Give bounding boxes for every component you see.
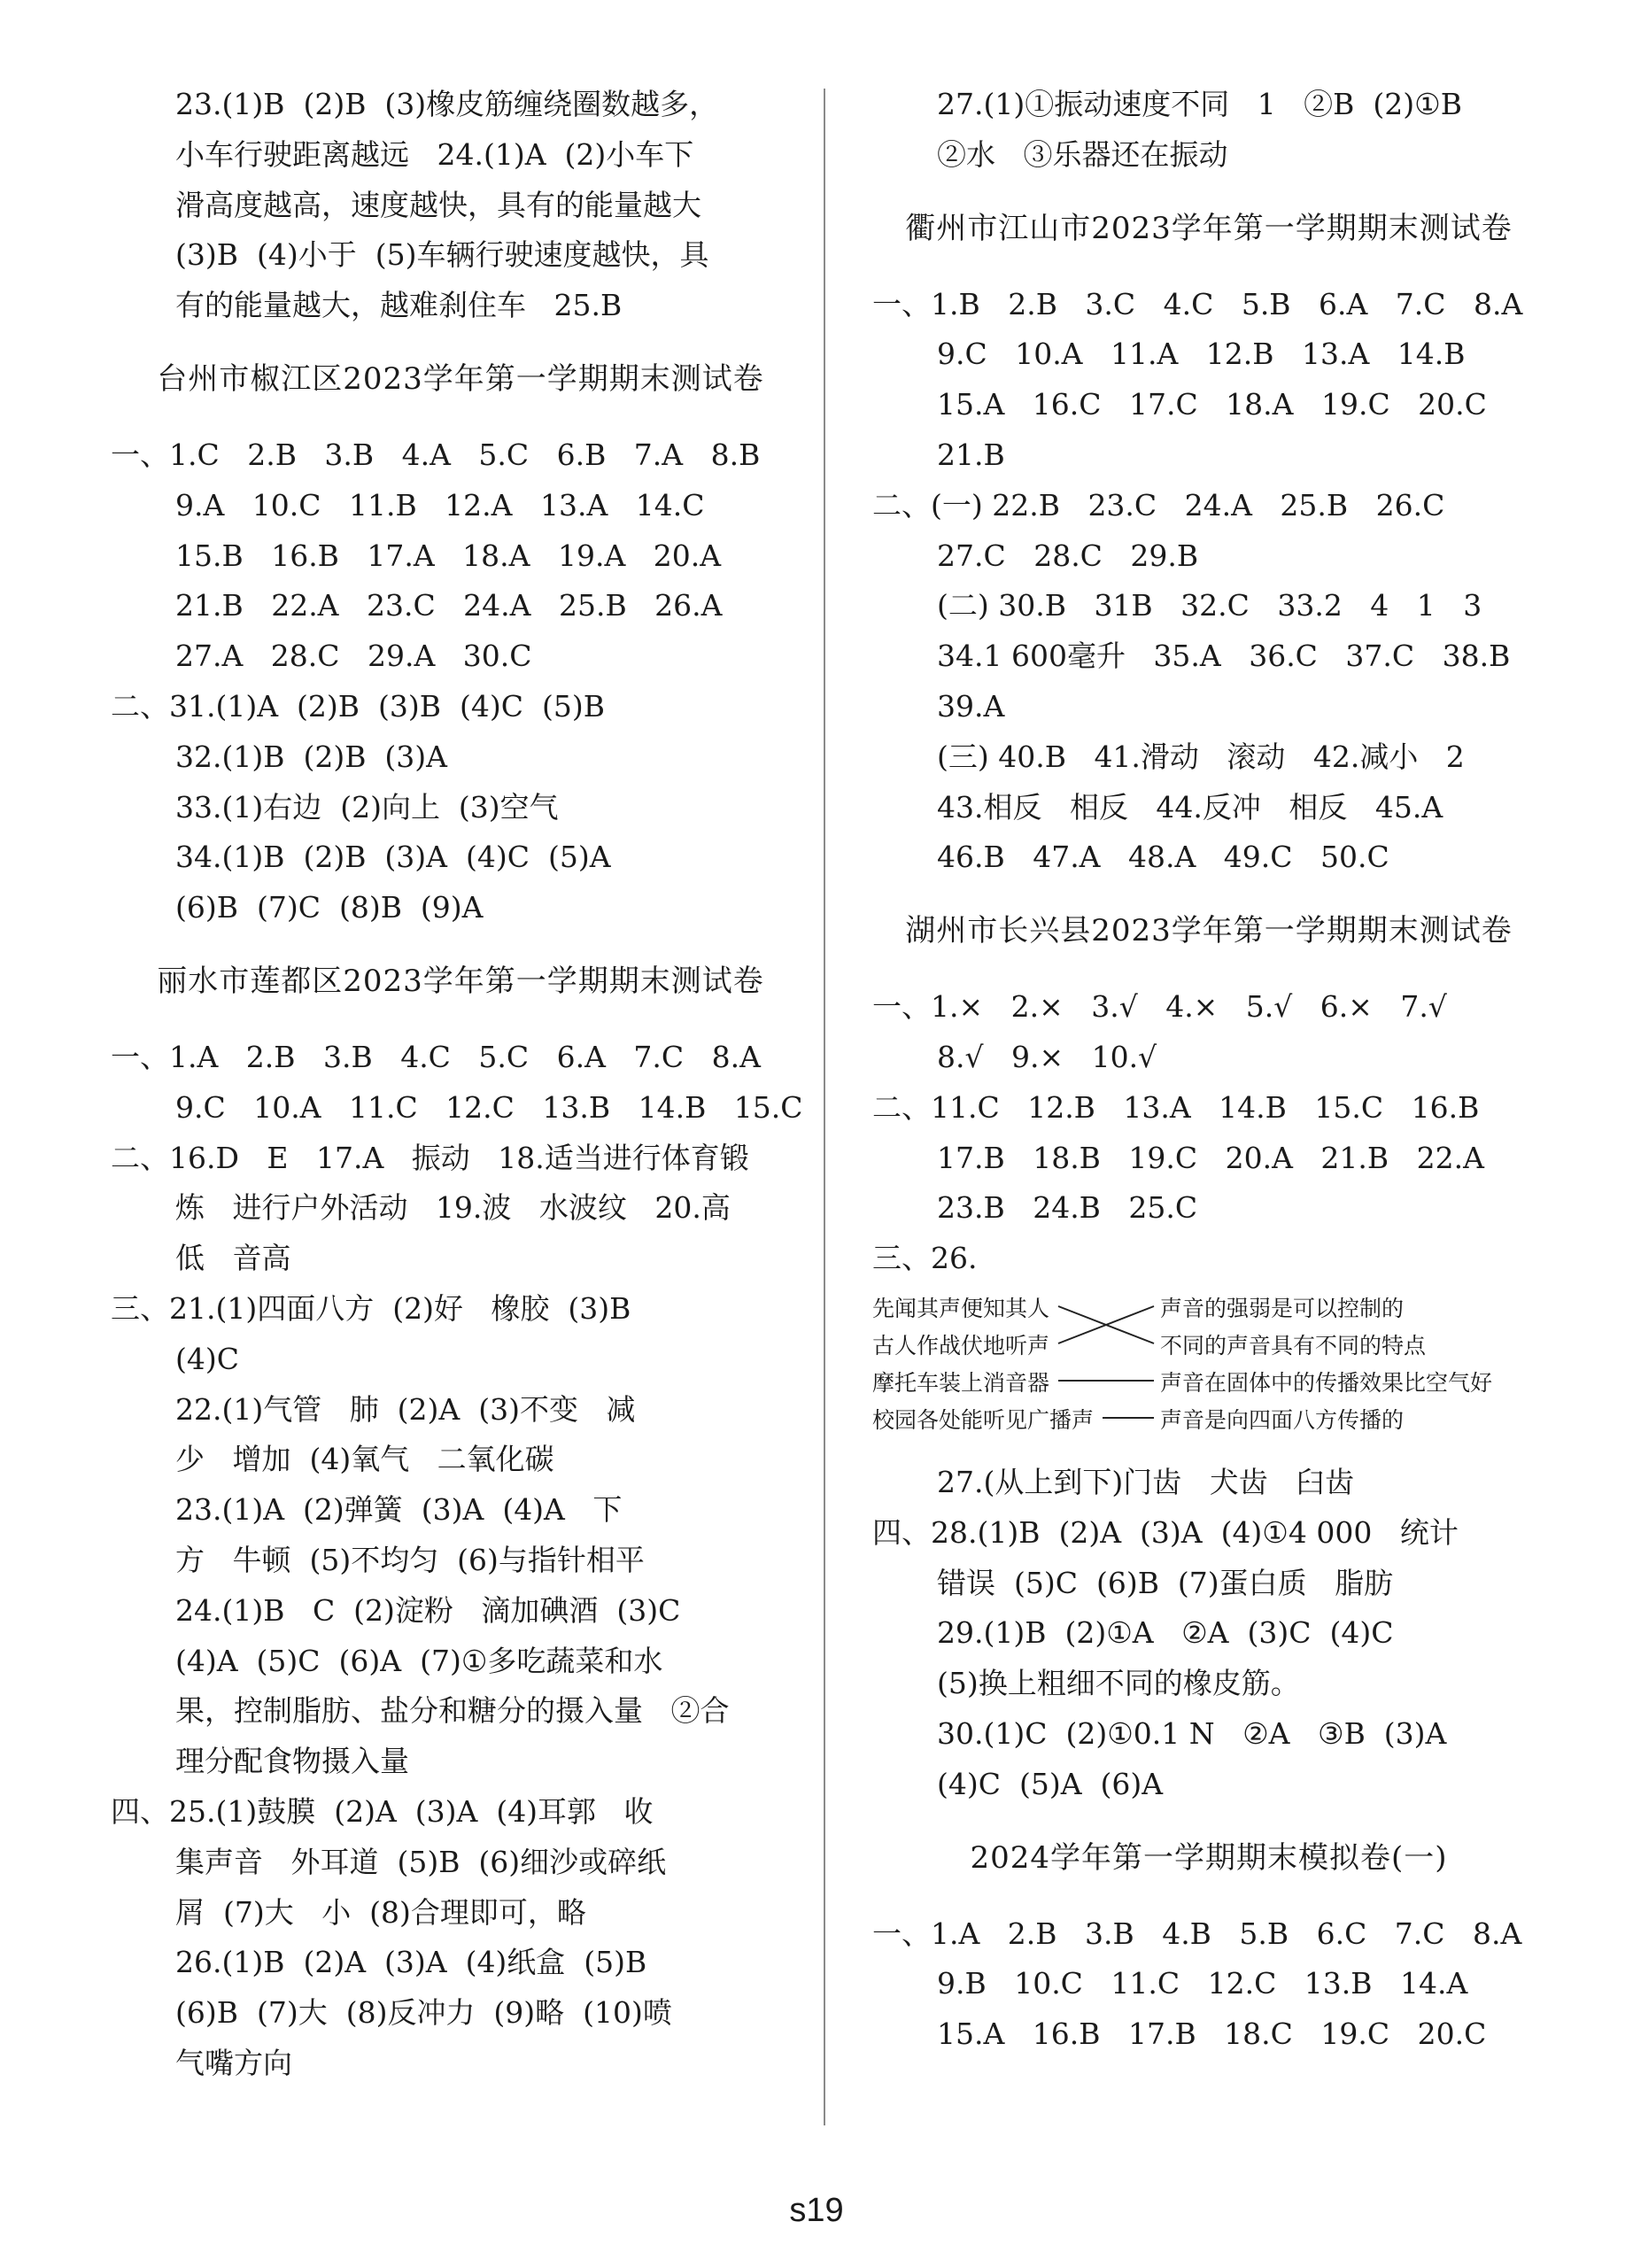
answer-line: 24.(1)B C (2)淀粉 滴加碘酒 (3)C <box>175 1592 681 1628</box>
answer-line: 滑高度越高，速度越快，具有的能量越大 <box>175 187 701 222</box>
section-heading: 衢州市江山市2023学年第一学期期末测试卷 <box>905 210 1513 246</box>
answer-line: 21.B <box>937 437 1005 472</box>
answer-line: 23.(1)A (2)弹簧 (3)A (4)A 下 <box>175 1492 623 1528</box>
answer-line: 二、16.D E 17.A 振动 18.适当进行体育锻 <box>111 1140 749 1175</box>
answer-line: 27.(从上到下)门齿 犬齿 臼齿 <box>937 1464 1355 1499</box>
answer-line: 三、26. <box>872 1241 978 1276</box>
answer-line: 二、31.(1)A (2)B (3)B (4)C (5)B <box>111 688 605 724</box>
match-left-item: 先闻其声便知其人 <box>872 1295 1050 1321</box>
match-right-item: 声音的强弱是可以控制的 <box>1160 1295 1405 1321</box>
answer-line: 方 牛顿 (5)不均匀 (6)与指针相平 <box>175 1542 645 1577</box>
answer-line: 15.B 16.B 17.A 18.A 19.A 20.A <box>175 538 722 573</box>
answer-line: 43.相反 相反 44.反冲 相反 45.A <box>937 789 1443 824</box>
answer-line: 气嘴方向 <box>175 2045 292 2080</box>
answer-line: 27.C 28.C 29.B <box>937 538 1199 573</box>
answer-line: 二、(一) 22.B 23.C 24.A 25.B 26.C <box>872 487 1445 522</box>
answer-line: 理分配食物摄入量 <box>175 1744 409 1779</box>
answer-line: 四、25.(1)鼓膜 (2)A (3)A (4)耳郭 收 <box>111 1793 654 1829</box>
answer-line: 屑 (7)大 小 (8)合理即可，略 <box>175 1894 586 1930</box>
answer-line: 一、1.× 2.× 3.√ 4.× 5.√ 6.× 7.√ <box>872 989 1447 1025</box>
answer-line: 23.(1)B (2)B (3)橡皮筋缠绕圈数越多， <box>175 87 719 121</box>
answer-line: (4)A (5)C (6)A (7)①多吃蔬菜和水 <box>175 1643 663 1678</box>
answer-line: 26.(1)B (2)A (3)A (4)纸盒 (5)B <box>175 1945 647 1980</box>
answer-line: (三) 40.B 41.滑动 滚动 42.减小 2 <box>937 739 1465 774</box>
answer-line: 少 增加 (4)氧气 二氧化碳 <box>175 1442 554 1477</box>
answer-line: 9.C 10.A 11.A 12.B 13.A 14.B <box>937 337 1466 372</box>
section-heading: 2024学年第一学期期末模拟卷(一) <box>970 1839 1448 1876</box>
answer-line: 46.B 47.A 48.A 49.C 50.C <box>937 840 1389 875</box>
answer-line: 22.(1)气管 肺 (2)A (3)不变 减 <box>175 1391 636 1427</box>
answer-line: 一、1.A 2.B 3.B 4.C 5.C 6.A 7.C 8.A <box>111 1039 761 1074</box>
answer-line: 一、1.B 2.B 3.C 4.C 5.B 6.A 7.C 8.A <box>872 286 1523 321</box>
matching-diagram <box>872 1289 1545 1449</box>
answer-line: 错误 (5)C (6)B (7)蛋白质 脂肪 <box>937 1565 1394 1600</box>
answer-line: 一、1.C 2.B 3.B 4.A 5.C 6.B 7.A 8.B <box>111 437 761 472</box>
answer-line: (5)换上粗细不同的橡皮筋。 <box>937 1666 1300 1701</box>
answer-line: (3)B (4)小于 (5)车辆行驶速度越快，具 <box>175 237 709 273</box>
answer-line: 9.C 10.A 11.C 12.C 13.B 14.B 15.C <box>175 1089 803 1125</box>
answer-line: 21.B 22.A 23.C 24.A 25.B 26.A <box>175 588 723 623</box>
answer-line: 30.(1)C (2)①0.1 N ②A ③B (3)A <box>937 1715 1447 1751</box>
answer-line: 15.A 16.B 17.B 18.C 19.C 20.C <box>937 2016 1487 2052</box>
answer-line: 8.√ 9.× 10.√ <box>937 1039 1157 1074</box>
answer-line: 23.B 24.B 25.C <box>937 1190 1198 1226</box>
match-right-item: 声音是向四面八方传播的 <box>1160 1406 1405 1433</box>
answer-line: 集声音 外耳道 (5)B (6)细沙或碎纸 <box>175 1844 667 1879</box>
answer-line: 33.(1)右边 (2)向上 (3)空气 <box>175 789 559 824</box>
answer-line: 一、1.A 2.B 3.B 4.B 5.B 6.C 7.C 8.A <box>872 1916 1522 1951</box>
answer-line: (4)C (5)A (6)A <box>937 1766 1164 1801</box>
answer-line: (二) 30.B 31B 32.C 33.2 4 1 3 <box>937 588 1482 623</box>
answer-line: 低 音高 <box>175 1241 291 1276</box>
answer-line: 9.B 10.C 11.C 12.C 13.B 14.A <box>937 1966 1468 2001</box>
answer-line: (4)C <box>175 1341 239 1376</box>
answer-line: 有的能量越大，越难刹住车 25.B <box>175 288 623 323</box>
answer-line: (6)B (7)大 (8)反冲力 (9)略 (10)喷 <box>175 1995 672 2031</box>
match-left-item: 古人作战伏地听声 <box>872 1332 1050 1358</box>
section-heading: 湖州市长兴县2023学年第一学期期末测试卷 <box>905 913 1513 949</box>
answer-line: 四、28.(1)B (2)A (3)A (4)①4 000 统计 <box>872 1514 1459 1550</box>
match-left-item: 校园各处能听见广播声 <box>872 1406 1095 1433</box>
answer-line: 15.A 16.C 17.C 18.A 19.C 20.C <box>937 387 1487 422</box>
answer-line: 34.1 600毫升 35.A 36.C 37.C 38.B <box>937 639 1511 674</box>
answer-line: 29.(1)B (2)①A ②A (3)C (4)C <box>937 1615 1394 1651</box>
right-column <box>872 80 1545 2060</box>
section-heading: 丽水市莲都区2023学年第一学期期末测试卷 <box>157 963 764 999</box>
answer-line: 32.(1)B (2)B (3)A <box>175 739 448 774</box>
answer-line: 17.B 18.B 19.C 20.A 21.B 22.A <box>937 1140 1484 1175</box>
answer-line: 三、21.(1)四面八方 (2)好 橡胶 (3)B <box>111 1290 631 1326</box>
left-column <box>111 80 810 2089</box>
section-heading: 台州市椒江区2023学年第一学期期末测试卷 <box>157 360 764 397</box>
match-lines <box>872 1289 1165 1449</box>
match-right-item: 不同的声音具有不同的特点 <box>1160 1332 1427 1358</box>
answer-line: 27.(1)①振动速度不同 1 ②B (2)①B <box>937 87 1462 121</box>
answer-line: 炼 进行户外活动 19.波 水波纹 20.高 <box>175 1190 731 1226</box>
answer-line: 39.A <box>937 688 1005 724</box>
answer-line: 小车行驶距离越远 24.(1)A (2)小车下 <box>175 136 694 172</box>
answer-line: 9.A 10.C 11.B 12.A 13.A 14.C <box>175 487 705 522</box>
answer-line: 34.(1)B (2)B (3)A (4)C (5)A <box>175 840 611 875</box>
answer-line: 二、11.C 12.B 13.A 14.B 15.C 16.B <box>872 1089 1480 1125</box>
page-number: s19 <box>789 2192 844 2229</box>
answer-line: (6)B (7)C (8)B (9)A <box>175 890 484 925</box>
match-right-item: 声音在固体中的传播效果比空气好 <box>1160 1369 1493 1396</box>
answer-line: 27.A 28.C 29.A 30.C <box>175 639 532 674</box>
answer-line: ②水 ③乐器还在振动 <box>937 136 1228 172</box>
column-divider <box>824 89 825 2125</box>
answer-line: 果，控制脂肪、盐分和糖分的摄入量 ②合 <box>175 1693 730 1729</box>
match-left-item: 摩托车装上消音器 <box>872 1369 1050 1396</box>
